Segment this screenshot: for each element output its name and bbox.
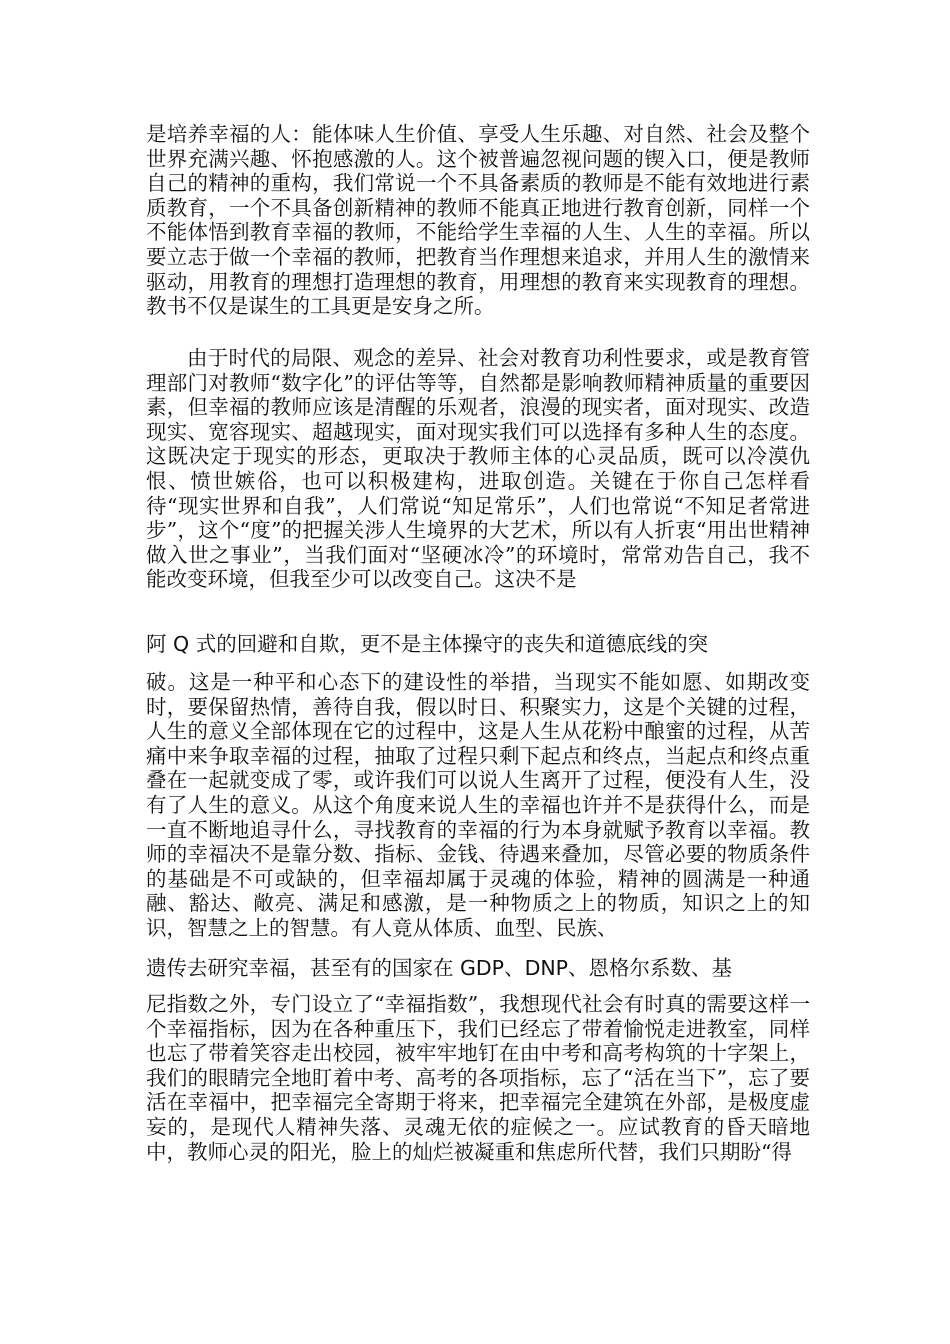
paragraph-line-gdp xyxy=(146,956,810,981)
abbr-dnp: DNP xyxy=(524,956,569,980)
line-text-end: 、恩格尔系数、基 xyxy=(568,956,733,980)
paragraph-reality: 由于时代的局限、观念的差异、社会对教育功利性要求，或是教育管理部门对教师“数字化”的评估等等，自然都是影响教师精神质量的重要因素，但幸福的教师应该是清醒的乐观者，浪漫的现实者，面对现实、改造现实、宽容现实、超越现实，面对现实我们可以选择有多种人生的态度。这既决定于现实的形态，更取决于教师主体的心灵品质，既可以冷漠仇恨、愤世嫉俗，也可以积极建构，进取创造。关键在于你自己怎样看待“现实世界和自我”，人们常说“知足常乐”，人们也常说“不知足者常进步”，这个“度”的把握关涉人生境界的大艺术，所以有人折衷“用出世精神做入世之事业”，当我们面对“坚硬冰冷”的环境时，常常劝告自己，我不能改变环境，但我至少可以改变自己。这决不是 xyxy=(146,346,810,592)
paragraph-happiness-index: 尼指数之外，专门设立了“幸福指数”，我想现代社会有时真的需要这样一个幸福指标，因为在各种重压下，我们已经忘了带着愉悦走进教室，同样也忘了带着笑容走出校园，被牢牢地钉在由中考和高考构筑的十字架上，我们的眼睛完全地盯着中考、高考的各项指标，忘了“活在当下”，忘了要活在幸福中，把幸福完全寄期于将来，把幸福完全建筑在外部，是极度虚妄的，是现代人精神失落、灵魂无依的症候之一。应试教育的昏天暗地中，教师心灵的阳光，脸上的灿烂被凝重和焦虑所代替，我们只期盼“得 xyxy=(146,992,810,1164)
line-text-end: 式的回避和自欺，更不是主体操守的丧失和道德底线的突 xyxy=(189,632,709,656)
line-text-start: 遗传去研究幸福，甚至有的国家在 xyxy=(146,956,461,980)
paragraph-continued: 是培养幸福的人：能体味人生价值、享受人生乐趣、对自然、社会及整个世界充满兴趣、怀抱感激的人。这个被普遍忽视问题的锲入口，便是教师自己的精神的重构，我们常说一个不具备素质的教师是不能有效地进行素质教育，一个不具备创新精神的教师不能真正地进行教育创新，同样一个不能体悟到教育幸福的教师，不能给学生幸福的人生、人生的幸福。所以要立志于做一个幸福的教师，把教育当作理想来追求，并用人生的激情来驱动，用教育的理想打造理想的教育，用理想的教育来实现教育的理想。教书不仅是谋生的工具更是安身之所。 xyxy=(146,122,810,319)
latin-letter-q: Q xyxy=(173,632,190,656)
paragraph-line-ah-q xyxy=(146,632,810,657)
separator: 、 xyxy=(504,956,525,980)
abbr-gdp: GDP xyxy=(460,956,505,980)
line-text-start: 阿 xyxy=(146,632,174,656)
paragraph-process: 破。这是一种平和心态下的建设性的举措，当现实不能如愿、如期改变时，要保留热情，善待自我，假以时日、积聚实力，这是个关键的过程，人生的意义全部体现在它的过程中，这是人生从花粉中酿蜜的过程，从苦痛中来争取幸福的过程，抽取了过程只剩下起点和终点，当起点和终点重叠在一起就变成了零，或许我们可以说人生离开了过程，便没有人生，没有了人生的意义。从这个角度来说人生的幸福也许并不是获得什么，而是一直不断地追寻什么，寻找教育的幸福的行为本身就赋予教育以幸福。教师的幸福决不是靠分数、指标、金钱、待遇来叠加，尽管必要的物质条件的基础是不可或缺的，但幸福却属于灵魂的体验，精神的圆满是一种通融、豁达、敞亮、满足和感激，是一种物质之上的物质，知识之上的知识，智慧之上的智慧。有人竟从体质、血型、民族、 xyxy=(146,670,810,940)
